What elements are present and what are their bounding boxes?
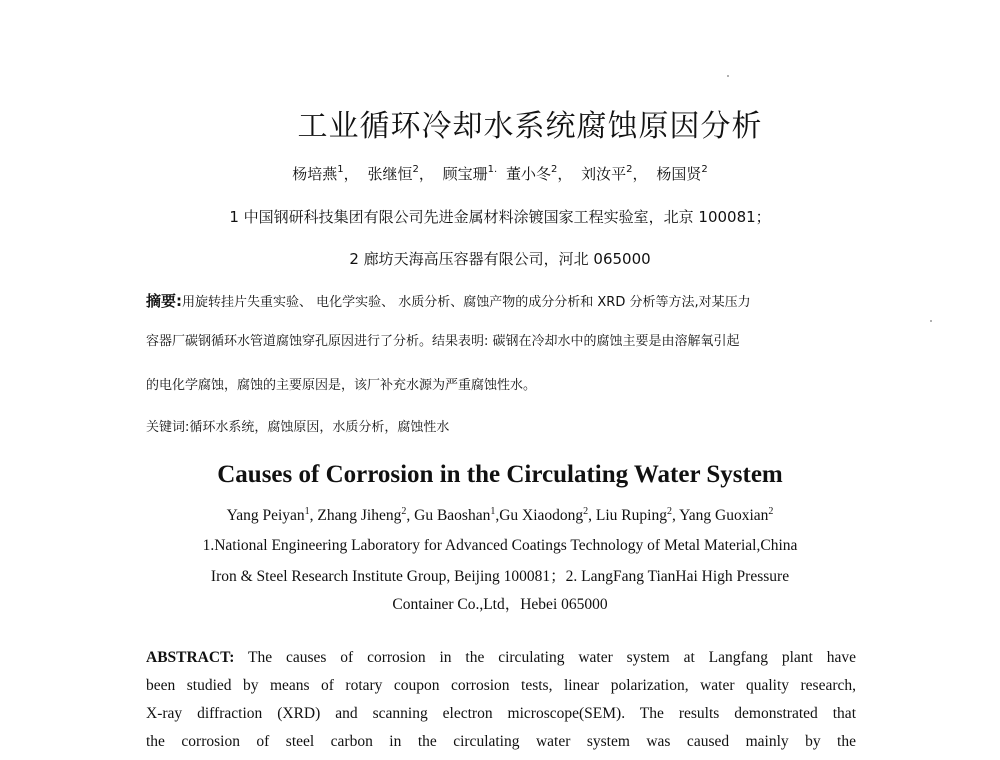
en-abstract-line: the corrosion of steel carbon in the circulating water system was caused mainly by the: [146, 733, 856, 750]
en-abstract-label: ABSTRACT:: [146, 649, 235, 666]
en-author: Yang Guoxian$^2$: [679, 506, 774, 524]
en-affiliation-line: Container Co.,Ltd，Hebei 065000: [392, 596, 608, 613]
scan-speck: [930, 320, 932, 322]
en-author: Gu Baoshan$^1$,: [414, 506, 500, 524]
cn-author: 董小冬$^2$，: [505, 164, 573, 183]
cn-title: 工业循环冷却水系统腐蚀原因分析: [297, 109, 763, 144]
en-abstract-line: ABSTRACT: The causes of corrosion in the circulating water system at Langfang plant have: [146, 649, 856, 666]
cn-author: 杨国贤$^2$: [656, 164, 708, 183]
en-authors: [0, 506, 1000, 525]
cn-affiliation-1: 1 中国钢研科技集团有限公司先进金属材料涂镀国家工程实验室，北京 100081；: [229, 208, 771, 226]
en-author: Yang Peiyan$^1$,: [226, 506, 318, 524]
en-author: Liu Ruping$^2$,: [595, 506, 680, 524]
en-title: Causes of Corrosion in the Circulating Water System: [217, 461, 783, 488]
cn-abstract-line: 容器厂碳钢循环水管道腐蚀穿孔原因进行了分析。结果表明: 碳钢在冷却水中的腐蚀主要是由溶解氧引起: [146, 334, 740, 349]
en-author: Zhang Jiheng$^2$,: [317, 506, 415, 524]
en-abstract-line: X-ray diffraction (XRD) and scanning electron microscope(SEM). The results demonstrated that: [146, 705, 856, 722]
cn-author: 刘汝平$^2$，: [581, 164, 648, 183]
cn-keywords: 关键词:循环水系统，腐蚀原因，水质分析，腐蚀性水: [146, 420, 450, 435]
cn-abstract-label: 摘要:: [146, 292, 182, 310]
en-abstract-line: been studied by means of rotary coupon corrosion tests, linear polarization, water quality research,: [146, 677, 856, 694]
cn-affiliation-2: 2 廊坊天海高压容器有限公司，河北 065000: [349, 250, 651, 268]
cn-author: 杨培燕$^1$，: [292, 164, 359, 183]
en-affiliation-line: Iron & Steel Research Institute Group, Beijing 100081；2. LangFang TianHai High Pressure: [210, 568, 790, 585]
cn-abstract-line: 摘要:用旋转挂片失重实验、 电化学实验、 水质分析、腐蚀产物的成分分析和 XRD 分析等方法,对某压力: [146, 292, 751, 310]
cn-authors: [0, 163, 1000, 184]
en-author: Gu Xiaodong$^2$,: [499, 506, 596, 524]
cn-author: 顾宝珊$^{1.}$: [442, 164, 498, 183]
en-affiliation-line: 1.National Engineering Laboratory for Advanced Coatings Technology of Metal Material,China: [202, 537, 798, 554]
cn-abstract-line: 的电化学腐蚀，腐蚀的主要原因是，该厂补充水源为严重腐蚀性水。: [146, 378, 537, 393]
cn-author: 张继恒$^2$，: [367, 164, 434, 183]
scan-speck: [727, 75, 729, 77]
